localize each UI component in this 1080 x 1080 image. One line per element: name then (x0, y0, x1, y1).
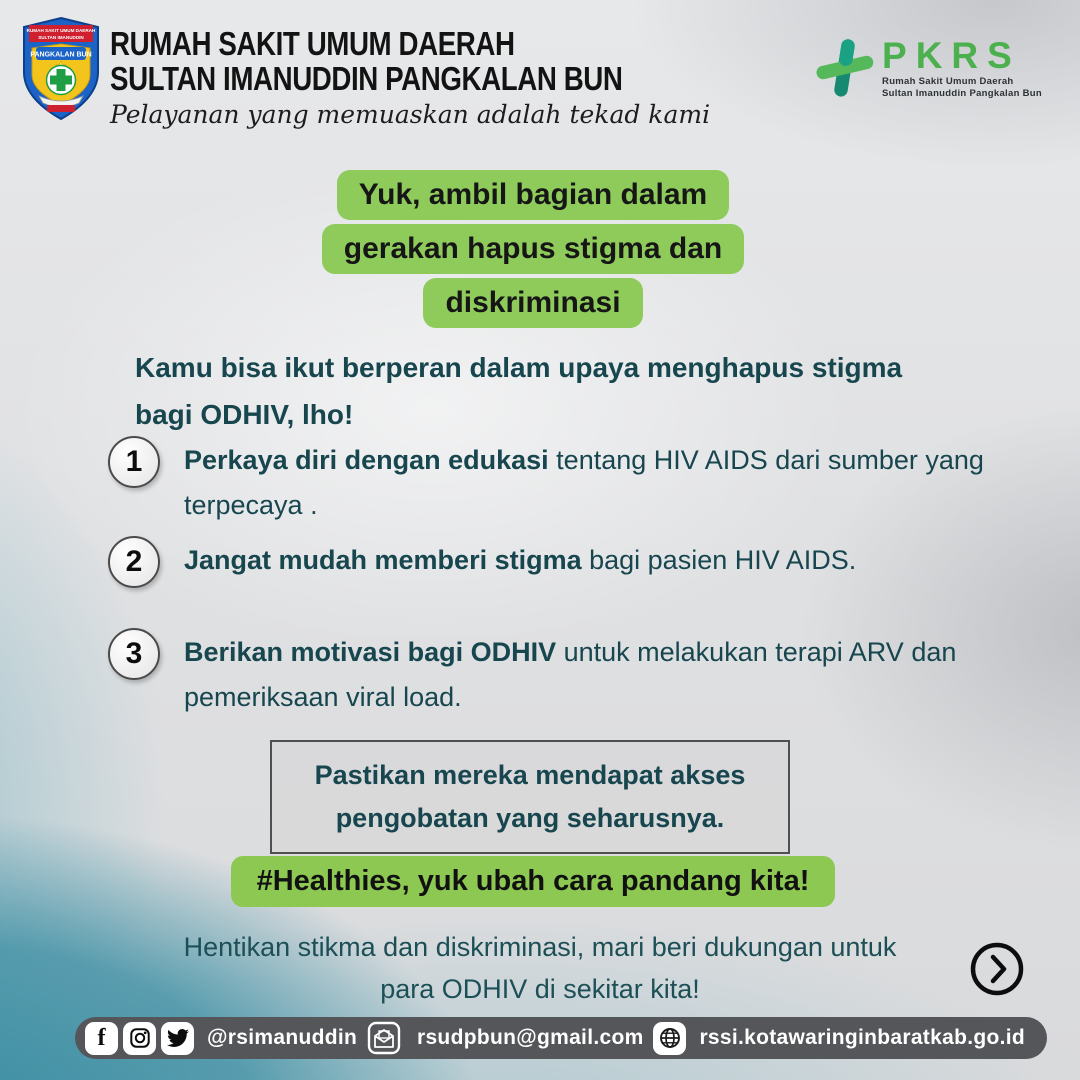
twitter-icon[interactable] (161, 1022, 194, 1055)
globe-icon (653, 1022, 686, 1055)
pkrs-logo (814, 36, 1042, 100)
tip-text (184, 536, 984, 583)
tip-bold-text: Jangat mudah memberi stigma (184, 545, 582, 575)
hashtag-text: #Healthies, yuk ubah cara pandang kita! (231, 856, 836, 907)
hashtag-banner (0, 856, 1066, 907)
intro-paragraph: Kamu bisa ikut berperan dalam upaya menghapus stigma bagi ODHIV, lho! (135, 352, 903, 430)
next-arrow-button[interactable] (968, 940, 1026, 998)
hospital-name-line1: RUMAH SAKIT UMUM DAERAH (110, 25, 515, 62)
tip-number-badge: 3 (108, 628, 160, 680)
crest-banner-text: PANGKALAN BUN (30, 51, 92, 59)
tip-item-3 (108, 628, 984, 720)
social-handle[interactable]: @rsimanuddin (207, 1026, 358, 1049)
tip-text (184, 436, 984, 528)
website-group (653, 1022, 1025, 1055)
pkrs-sub-line1: Rumah Sakit Umum Daerah (882, 76, 1014, 87)
tip-rest-text: tentang HIV AIDS dari sumber yang terpecaya . (184, 445, 984, 520)
hospital-tagline: Pelayanan yang memuaskan adalah tekad kami (110, 100, 711, 129)
chevron-right-icon (993, 957, 1004, 981)
header-text-block (110, 26, 720, 129)
tip-bold-text: Berikan motivasi bagi ODHIV (184, 637, 557, 667)
email-group (367, 1021, 644, 1055)
email-icon (367, 1021, 401, 1055)
crest-band-line2: SULTAN IMANUDDIN (38, 35, 84, 40)
crest-band-line1: RUMAH SAKIT UMUM DAERAH (26, 28, 96, 33)
title-badge-line3: diskriminasi (423, 278, 642, 328)
pkrs-sub-line2: Sultan Imanuddin Pangkalan Bun (882, 88, 1042, 99)
closing-text: Hentikan stikma dan diskriminasi, mari beri dukungan untuk para ODHIV di sekitar kita! (183, 932, 897, 1004)
tip-rest-text: bagi pasien HIV AIDS. (581, 545, 857, 575)
tip-text (184, 628, 984, 720)
tip-number-badge: 1 (108, 436, 160, 488)
title-badge-line1: Yuk, ambil bagian dalam (337, 170, 729, 220)
callout-box: Pastikan mereka mendapat akses pengobatan yang seharusnya. (270, 740, 790, 854)
hospital-name-line2: SULTAN IMANUDDIN PANGKALAN BUN (110, 60, 623, 97)
social-group (85, 1022, 357, 1055)
title-badge-line2: gerakan hapus stigma dan (322, 224, 744, 274)
website-url[interactable]: rssi.kotawaringinbaratkab.go.id (699, 1026, 1025, 1049)
tip-bold-text: Perkaya diri dengan edukasi (184, 445, 549, 475)
pkrs-wordmark: PKRS (882, 35, 1021, 76)
tip-item-2 (108, 536, 984, 588)
email-address[interactable]: rsudpbun@gmail.com (416, 1026, 644, 1049)
instagram-icon[interactable] (123, 1022, 156, 1055)
facebook-icon[interactable]: f (85, 1022, 118, 1055)
tip-item-1 (108, 436, 984, 528)
hospital-crest-logo (20, 16, 102, 122)
tip-rest-text: untuk melakukan terapi ARV dan pemeriksaan viral load. (184, 637, 957, 712)
footer-contact-bar (75, 1017, 1047, 1059)
tip-number-badge: 2 (108, 536, 160, 588)
pkrs-cross-icon (814, 36, 876, 100)
title-badges (0, 168, 1066, 330)
